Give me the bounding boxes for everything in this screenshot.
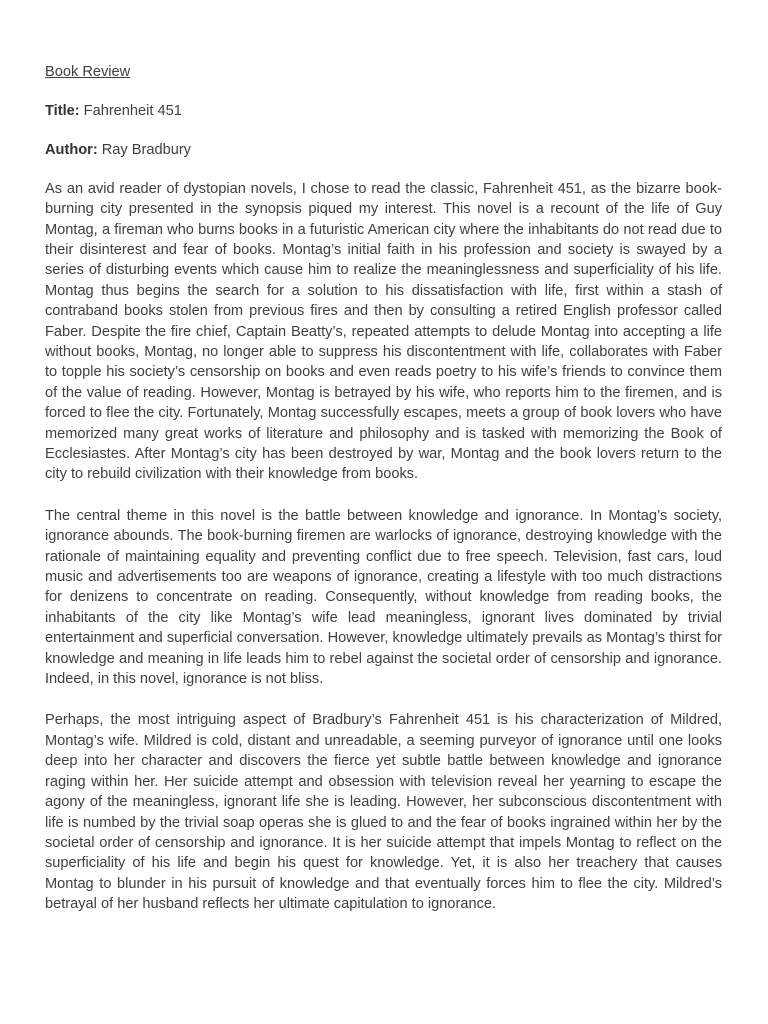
author-line [45, 140, 722, 160]
document-page [45, 62, 722, 936]
paragraph-character: Perhaps, the most intriguing aspect of Bradbury’s Fahrenheit 451 is his characterization of Mildred, Montag’s wife. Mildred is cold, distant and unreadable, a seeming purveyor of ignorance until one looks deep into her character and discovers the fierce yet subtle battle between knowledge and ignorance raging within her. Her suicide attempt and obsession with television reveal her yearning to escape the agony of the meaningless, ignorant life she is leading. However, her subconscious discontentment with life is numbed by the trivial soap operas she is glued to and the fear of books ingrained within her by the societal order of censorship and ignorance. It is her suicide attempt that impels Montag to reflect on the superficiality of his life and begin his quest for knowledge. Yet, it is also her treachery that causes Montag to blunder in his pursuit of knowledge and that eventually forces him to flee the city. Mildred’s betrayal of her husband reflects her ultimate capitulation to ignorance. [45, 712, 722, 913]
title-value: Fahrenheit 451 [83, 102, 182, 119]
author-value: Ray Bradbury [101, 141, 191, 158]
author-label: Author: [45, 141, 98, 158]
title-label: Title: [45, 102, 80, 119]
paragraph-theme: The central theme in this novel is the battle between knowledge and ignorance. In Montag’s society, ignorance abounds. The book-burning firemen are warlocks of ignorance, destroying knowledge with the rationale of maintaining equality and preventing conflict due to free speech. Television, fast cars, loud music and advertisements too are weapons of ignorance, creating a lifestyle with too much distractions for denizens to concentrate on reading. Consequently, without knowledge from reading books, the inhabitants of the city like Montag’s wife lead meaningless, ignorant lives dominated by trivial entertainment and superficial conversation. However, knowledge ultimately prevails as Montag’s thirst for knowledge and meaning in life leads him to rebel against the societal order of censorship and ignorance. Indeed, in this novel, ignorance is not bliss. [45, 507, 722, 688]
paragraph-summary: As an avid reader of dystopian novels, I chose to read the classic, Fahrenheit 451, as the bizarre book-burning city presented in the synopsis piqued my interest. This novel is a recount of the life of Guy Montag, a fireman who burns books in a futuristic American city where the inhabitants do not read due to their disinterest and fear of books. Montag’s initial faith in his profession and society is swayed by a series of disturbing events which cause him to realize the meaninglessness and superficiality of his life. Montag thus begins the search for a solution to his dissatisfaction with life, first within a stash of contraband books stolen from previous fires and then by consulting a retired English professor called Faber. Despite the fire chief, Captain Beatty’s, repeated attempts to delude Montag into accepting a life without books, Montag, no longer able to suppress his discontentment with life, collaborates with Faber to topple his society’s censorship on books and even reads poetry to his wife’s friends to convince them of the value of reading. However, Montag is betrayed by his wife, who reports him to the firemen, and is forced to flee the city. Fortunately, Montag successfully escapes, meets a group of book lovers who have memorized many great works of literature and philosophy and is tasked with memorizing the Book of Ecclesiastes. After Montag’s city has been destroyed by war, Montag and the book lovers return to the city to rebuild civilization with their knowledge from books. [45, 180, 722, 483]
document-heading: Book Review [45, 64, 131, 80]
title-line [45, 101, 722, 121]
